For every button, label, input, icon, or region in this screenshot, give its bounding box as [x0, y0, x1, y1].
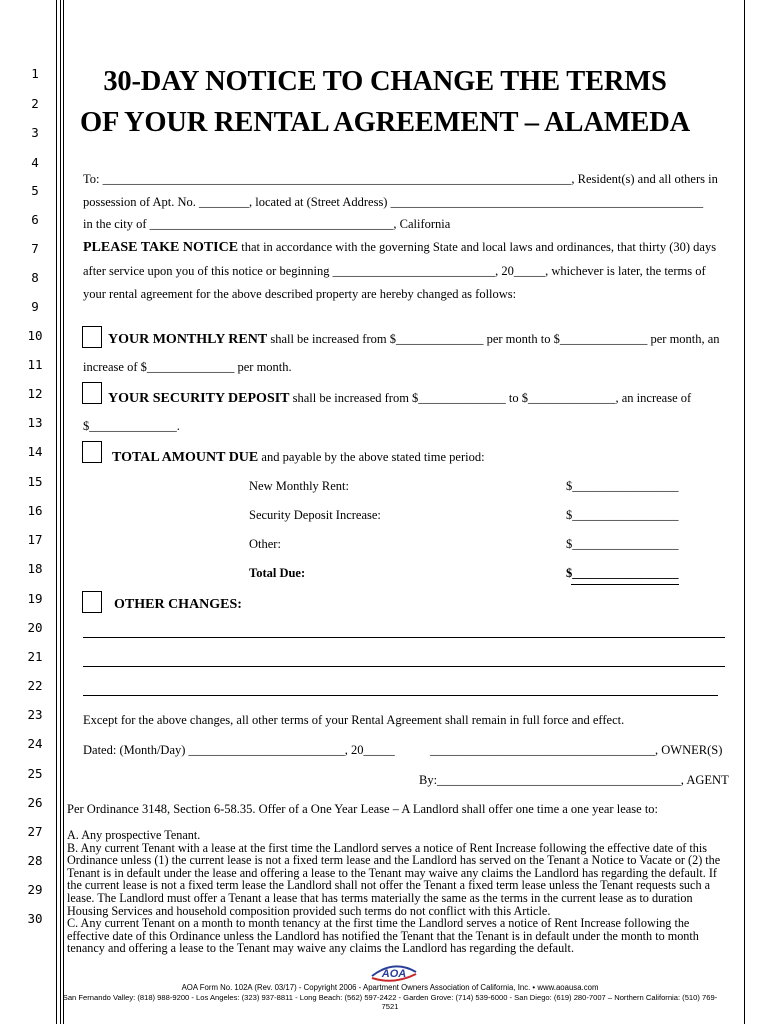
ordinance-intro: Per Ordinance 3148, Section 6-58.35. Offer of a One Year Lease – A Landlord shall offer one time a one year lease to:: [67, 802, 659, 816]
security-deposit-increase-label: Security Deposit Increase:: [249, 508, 381, 522]
total-amount-label: TOTAL AMOUNT DUE: [112, 450, 259, 465]
line-number: 29: [27, 882, 43, 897]
other-changes-line-3[interactable]: [83, 695, 718, 696]
monthly-rent-line[interactable]: [108, 332, 720, 348]
line-number: 30: [27, 911, 43, 926]
line-number: 5: [31, 183, 39, 198]
line-number: 18: [27, 561, 43, 576]
agent-signature-field[interactable]: By:_______________________________________, AGENT: [419, 773, 729, 787]
margin-line-left: [56, 0, 57, 1024]
other-label: Other:: [249, 537, 281, 551]
ordinance-clause-a: A. Any prospective Tenant.: [67, 828, 201, 842]
line-number: 16: [27, 503, 43, 518]
notice-lead: PLEASE TAKE NOTICE: [83, 240, 239, 255]
monthly-rent-text: shall be increased from $______________ per month to $______________ per month, an: [267, 332, 720, 346]
other-field[interactable]: $_________________: [566, 537, 679, 551]
line-number: 24: [27, 736, 43, 751]
begin-date-field[interactable]: after service upon you of this notice or beginning __________________________, 20_____, whichever is later, the terms of: [83, 264, 706, 278]
footer-copyright: AOA Form No. 102A (Rev. 03/17) - Copyright 2006 - Apartment Owners Association of California, Inc. • www.aoausa.com: [181, 983, 599, 992]
total-amount-line: [112, 450, 485, 466]
security-deposit-label: YOUR SECURITY DEPOSIT: [108, 391, 290, 406]
line-number: 19: [27, 591, 43, 606]
security-deposit-text: shall be increased from $______________ to $______________, an increase of: [289, 391, 692, 405]
ordinance-clause-b: B. Any current Tenant with a lease at the first time the Landlord serves a notice of Rent Increase following the effective date of this Ordinance unless (1) the current lease is not a fixed term lease and the Landlord has served on the Tenant a Notice to Vacate or (2) the Tenant is in default under the lease and offering a lease to the Tenant may waive any claims the Landlord has regarding the default. If the current lease is not a fixed term lease the Landlord shall not offer the Tenant a fixed term lease unless the Tenant requests such a lease. The Landlord must offer a Tenant a lease that has terms materially the same as the terms in the current lease as to duration Housing Services and household composition provided such terms do not conflict with this Article.: [67, 840, 721, 918]
other-changes-checkbox[interactable]: [82, 591, 102, 613]
line-number: 2: [31, 96, 39, 111]
security-deposit-increase-field[interactable]: $_________________: [566, 508, 679, 522]
line-number: 3: [31, 125, 39, 140]
total-due-label: Total Due:: [249, 566, 306, 580]
new-monthly-rent-label: New Monthly Rent:: [249, 479, 349, 493]
notice-text-1: that in accordance with the governing State and local laws and ordinances, that thirty (30) days: [238, 240, 717, 254]
line-number: 6: [31, 212, 39, 227]
ordinance-clauses: [67, 829, 729, 955]
margin-line-left-inner: [60, 0, 61, 1024]
line-number: 9: [31, 299, 39, 314]
aoa-logo-text: AOA: [381, 968, 407, 980]
line-number: 20: [27, 620, 43, 635]
aoa-logo-icon: [369, 961, 419, 983]
notice-line-1: [83, 240, 716, 256]
other-changes-line-2[interactable]: [83, 666, 725, 667]
security-deposit-line[interactable]: [108, 391, 691, 407]
margin-line-right: [744, 0, 745, 1024]
margin-line-left-inner-2: [63, 0, 64, 1024]
line-number: 8: [31, 270, 39, 285]
line-number: 13: [27, 415, 43, 430]
total-amount-checkbox[interactable]: [82, 441, 102, 463]
dated-field[interactable]: Dated: (Month/Day) _________________________, 20_____: [83, 743, 395, 757]
monthly-rent-checkbox[interactable]: [82, 326, 102, 348]
owner-signature-field[interactable]: ____________________________________, OWNER(S): [430, 743, 723, 757]
line-number: 26: [27, 795, 43, 810]
line-number: 22: [27, 678, 43, 693]
total-amount-text: and payable by the above stated time period:: [258, 450, 485, 464]
ordinance-clause-c: C. Any current Tenant on a month to month tenancy at the first time the Landlord serves a notice of Rent Increase following the effective date of this Ordinance unless the Landlord has notified the Tenant that the Tenant is in default under the month to month tenancy and offering a lease to the Tenant may waive any claims the Landlord has regarding the default.: [67, 916, 699, 956]
monthly-rent-label: YOUR MONTHLY RENT: [108, 332, 268, 347]
line-number: 1: [31, 66, 39, 81]
to-field[interactable]: To: ___________________________________________________________________________, Resident(s) and all others in: [83, 172, 718, 186]
line-number: 14: [27, 444, 43, 459]
line-number: 7: [31, 241, 39, 256]
line-number: 10: [27, 328, 43, 343]
line-number: 17: [27, 532, 43, 547]
security-deposit-checkbox[interactable]: [82, 382, 102, 404]
line-number: 23: [27, 707, 43, 722]
notice-text-3: your rental agreement for the above described property are hereby changed as follows:: [83, 287, 517, 301]
city-field[interactable]: in the city of _______________________________________, California: [83, 217, 451, 231]
line-number: 12: [27, 386, 43, 401]
possession-field[interactable]: possession of Apt. No. ________, located at (Street Address) __________________________________________________: [83, 195, 704, 209]
total-due-double-underline: [571, 584, 679, 585]
line-number: 21: [27, 649, 43, 664]
footer-phone-numbers: San Fernando Valley: (818) 988-9200 - Los Angeles: (323) 937-8811 - Long Beach: (562) 597-2422 - Garden Grove: (714) 539-6000 - San Diego: (619) 280-7007 – Northern California: (510) 769-7521: [62, 993, 718, 1011]
document-title-line-1: 30-DAY NOTICE TO CHANGE THE TERMS: [103, 66, 667, 97]
deposit-increase-field[interactable]: $______________.: [83, 419, 180, 433]
document-title-line-2: OF YOUR RENTAL AGREEMENT – ALAMEDA: [80, 107, 690, 138]
total-due-field[interactable]: $_________________: [566, 566, 679, 580]
line-number: 25: [27, 766, 43, 781]
line-number: 28: [27, 853, 43, 868]
line-number: 15: [27, 474, 43, 489]
line-number: 4: [31, 155, 39, 170]
line-number: 11: [27, 357, 43, 372]
new-monthly-rent-field[interactable]: $_________________: [566, 479, 679, 493]
other-changes-line-1[interactable]: [83, 637, 725, 638]
line-number: 27: [27, 824, 43, 839]
other-changes-label: OTHER CHANGES:: [114, 597, 242, 612]
except-text: Except for the above changes, all other terms of your Rental Agreement shall remain in full force and effect.: [83, 713, 625, 727]
rent-increase-field[interactable]: increase of $______________ per month.: [83, 360, 292, 374]
